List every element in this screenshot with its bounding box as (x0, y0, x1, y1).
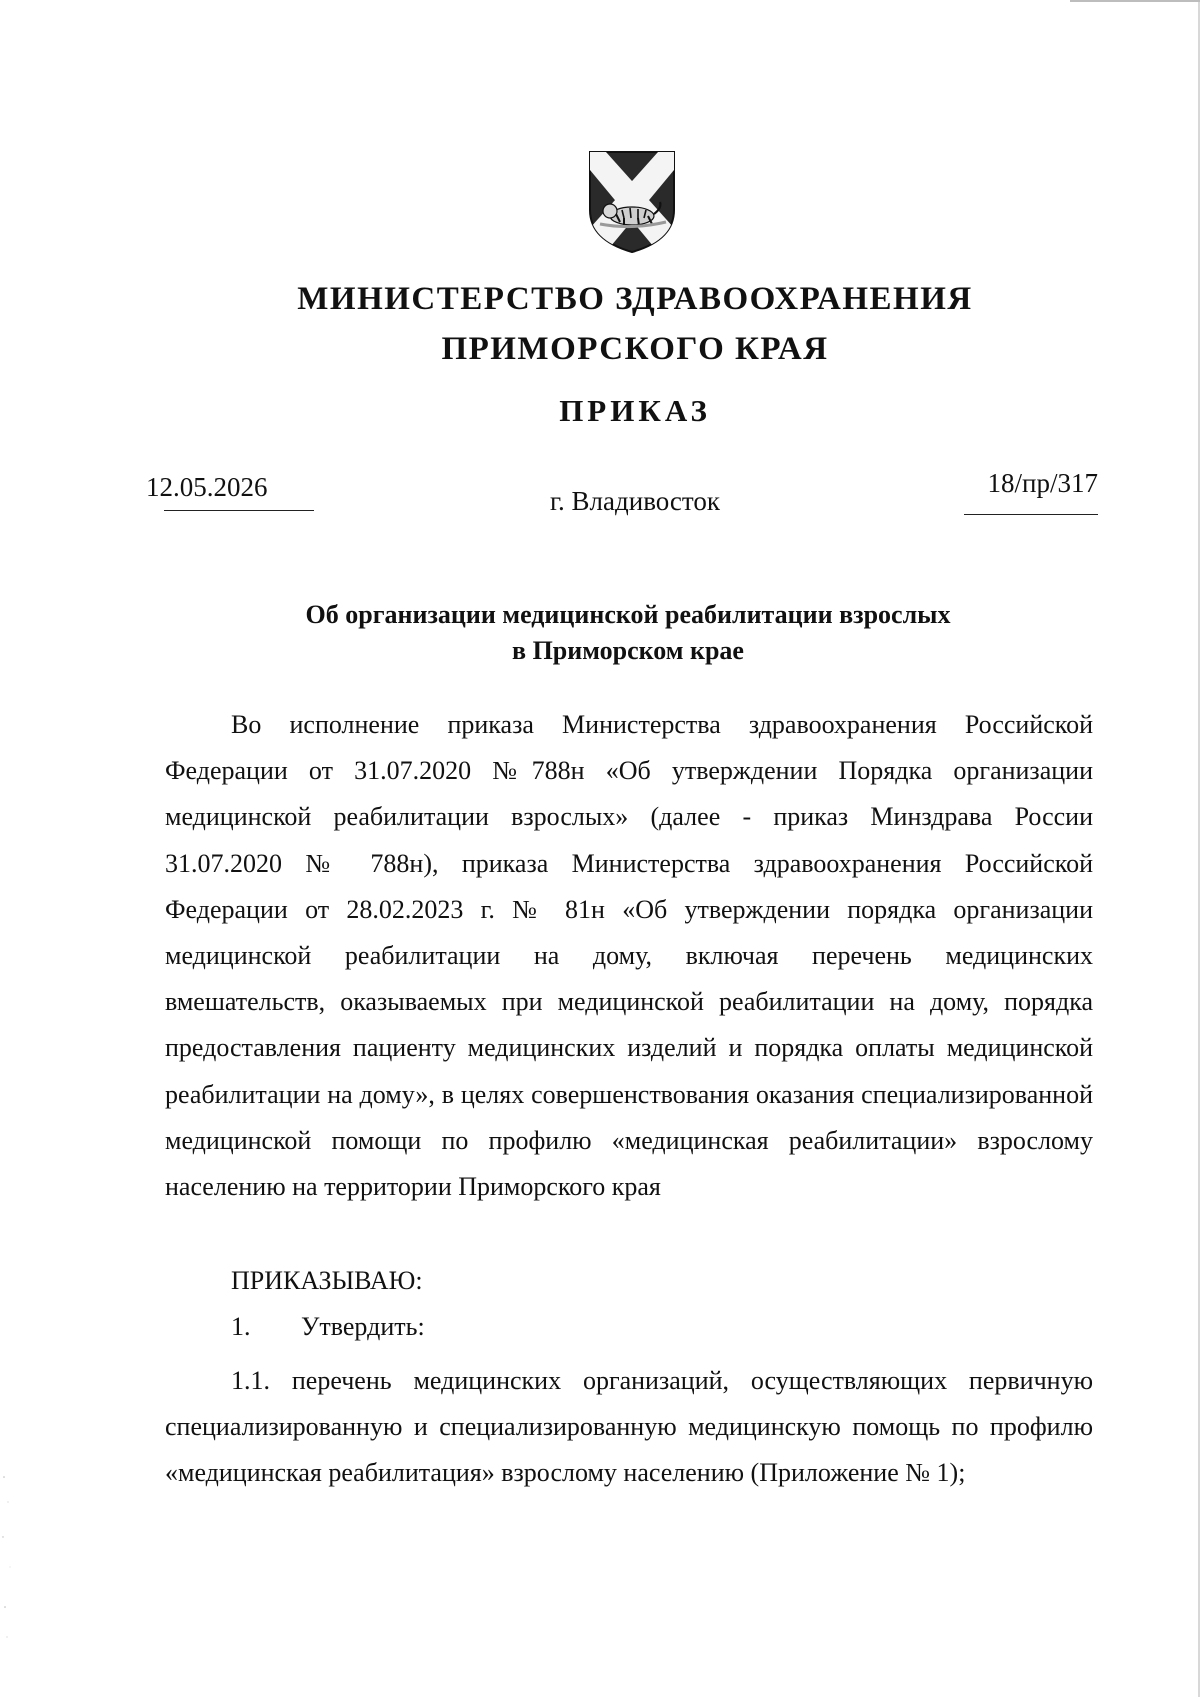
ministry-name (0, 274, 1200, 374)
document-type: ПРИКАЗ (559, 393, 711, 428)
order-item-1-number: 1. (231, 1312, 251, 1341)
order-word: ПРИКАЗЫВАЮ: (231, 1266, 423, 1295)
ministry-name-line2: ПРИМОРСКОГО КРАЯ (441, 331, 829, 367)
document-date: 12.05.2026 (146, 472, 268, 502)
scan-edge-top (1070, 0, 1200, 2)
coat-of-arms-icon (586, 148, 678, 256)
subject-line1: Об организации медицинской реабилитации взрослых (305, 600, 951, 629)
preamble-paragraph: Во исполнение приказа Министерства здравоохранения Российской Федерации от 31.07.2020 №788н «Об утверждении Порядка организации медицинской реабилитации взрослых» (далее - приказ Минздрава России 31.07.2020 № 788н), приказа Министерства здравоохранения Российской Федерации от 28.02.2023 г. № 81н «Об утверждении порядка организации медицинской реабилитации на дому, включая перечень медицинских вмешательств, оказываемых при медицинской реабилитации на дому, порядка предоставления пациенту медицинских изделий и порядка оплаты медицинской реабилитации на дому», в целях совершенствования оказания специализированной медицинской помощи по профилю «медицинская реабилитации» взрослому населению на территории Приморского края (165, 710, 1093, 1202)
number-underline (964, 514, 1098, 515)
scan-noise (0, 1457, 20, 1657)
subject-line2: в Приморском крае (512, 636, 744, 665)
ministry-name-line1: МИНИСТЕРСТВО ЗДРАВООХРАНЕНИЯ (297, 281, 973, 317)
document-subject (0, 597, 1200, 669)
order-item-1-text: Утвердить: (301, 1312, 425, 1341)
document-city: г. Владивосток (550, 486, 720, 516)
order-item-1 (231, 1312, 425, 1342)
order-item-1-1: 1.1. перечень медицинских организаций, осуществляющих первичную специализированную и специализированную медицинскую помощь по профилю «медицинская реабилитация» взрослому населению (Приложение № 1); (165, 1366, 1093, 1488)
document-number: 18/пр/317 (987, 468, 1098, 498)
